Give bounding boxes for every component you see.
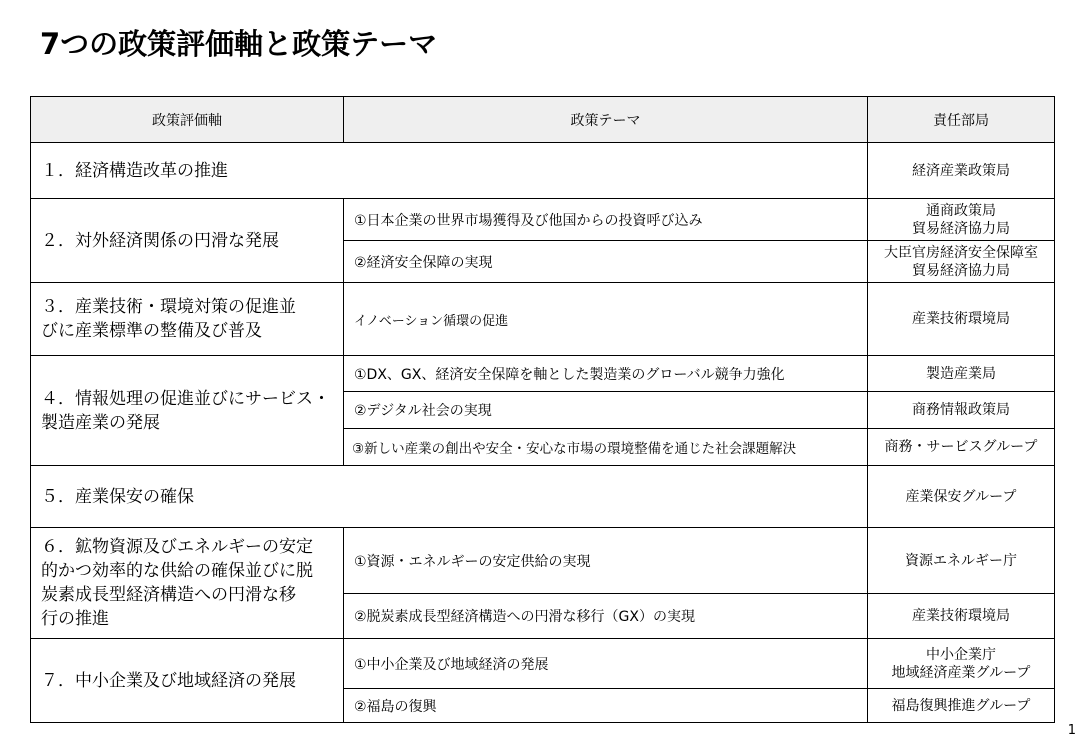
table-row: [31, 466, 1055, 528]
theme-cell: ①DX、GX、経済安全保障を軸とした製造業のグローバル競争力強化: [344, 356, 868, 392]
axis-line: 製造産業の発展: [41, 412, 160, 433]
theme-cell: ①中小企業及び地域経済の発展: [344, 639, 868, 689]
page-title: 7つの政策評価軸と政策テーマ: [40, 27, 438, 61]
dept-cell: 産業技術環境局: [868, 594, 1055, 639]
axis-line: ６．鉱物資源及びエネルギーの安定: [41, 537, 313, 557]
axis-line: ４．情報処理の促進並びにサービス・: [41, 388, 330, 409]
table-row: [31, 199, 1055, 241]
table-header-row: [31, 97, 1055, 143]
axis-line: 行の推進: [41, 609, 109, 629]
theme-cell: イノベーション循環の促進: [344, 283, 868, 356]
dept-cell: [868, 241, 1055, 283]
axis-cell: １．経済構造改革の推進: [31, 143, 868, 199]
dept-line: 中小企業庁: [926, 646, 996, 663]
header-axis: 政策評価軸: [31, 97, 344, 143]
dept-line: 大臣官房経済安全保障室: [884, 244, 1038, 261]
axis-line: びに産業標準の整備及び普及: [41, 321, 262, 341]
header-dept: 責任部局: [868, 97, 1055, 143]
axis-cell: [31, 283, 344, 356]
theme-cell: ②デジタル社会の実現: [344, 392, 868, 429]
dept-cell: 経済産業政策局: [868, 143, 1055, 199]
theme-cell: ③新しい産業の創出や安全・安心な市場の環境整備を通じた社会課題解決: [344, 429, 868, 466]
table-row: [31, 143, 1055, 199]
dept-cell: 産業保安グループ: [868, 466, 1055, 528]
axis-cell: ２．対外経済関係の円滑な発展: [31, 199, 344, 283]
dept-line: 貿易経済協力局: [912, 262, 1010, 279]
dept-line: 地域経済産業グループ: [891, 664, 1031, 681]
dept-cell: [868, 639, 1055, 689]
dept-cell: [868, 199, 1055, 241]
axis-cell: ７．中小企業及び地域経済の発展: [31, 639, 344, 723]
table-row: [31, 356, 1055, 392]
axis-line: 的かつ効率的な供給の確保並びに脱: [41, 561, 313, 581]
dept-cell: 産業技術環境局: [868, 283, 1055, 356]
table-row: [31, 639, 1055, 689]
page-number: 1: [1067, 723, 1076, 738]
table-row: [31, 283, 1055, 356]
dept-cell: 資源エネルギー庁: [868, 528, 1055, 594]
dept-cell: 製造産業局: [868, 356, 1055, 392]
theme-cell: ②脱炭素成長型経済構造への円滑な移行（GX）の実現: [344, 594, 868, 639]
theme-cell: ②福島の復興: [344, 689, 868, 723]
axis-cell: [31, 528, 344, 639]
axis-cell: ５．産業保安の確保: [31, 466, 868, 528]
policy-table: [30, 96, 1055, 723]
dept-cell: 商務情報政策局: [868, 392, 1055, 429]
dept-cell: 商務・サービスグループ: [868, 429, 1055, 466]
axis-line: 炭素成長型経済構造への円滑な移: [41, 585, 296, 605]
table-row: [31, 528, 1055, 594]
axis-line: ３．産業技術・環境対策の促進並: [41, 297, 296, 317]
theme-cell: ①日本企業の世界市場獲得及び他国からの投資呼び込み: [344, 199, 868, 241]
theme-cell: ①資源・エネルギーの安定供給の実現: [344, 528, 868, 594]
dept-line: 通商政策局: [926, 202, 996, 219]
theme-cell: ②経済安全保障の実現: [344, 241, 868, 283]
header-theme: 政策テーマ: [344, 97, 868, 143]
dept-cell: 福島復興推進グループ: [868, 689, 1055, 723]
axis-cell: [31, 356, 344, 466]
dept-line: 貿易経済協力局: [912, 220, 1010, 237]
